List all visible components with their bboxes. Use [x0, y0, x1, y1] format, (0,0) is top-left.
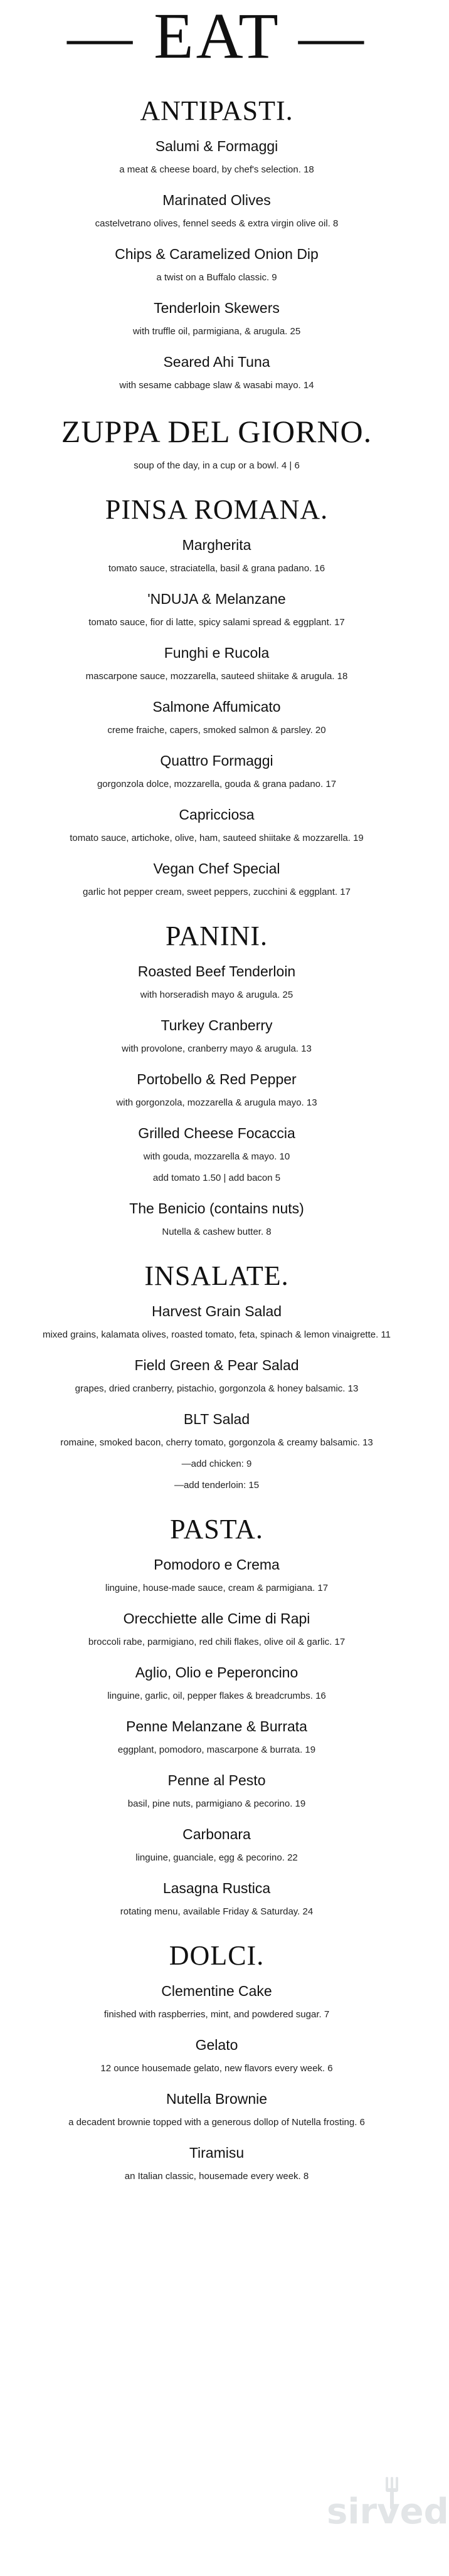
menu-sections	[0, 94, 433, 2183]
menu-section	[0, 493, 433, 899]
menu-item-description: an Italian classic, housemade every week. 8	[124, 2171, 309, 2182]
menu-item-name: Roasted Beef Tenderloin	[137, 963, 296, 979]
menu-item	[0, 1356, 433, 1396]
menu-item-description: castelvetrano olives, fennel seeds & extra virgin olive oil. 8	[95, 218, 339, 229]
section-title: DOLCI.	[169, 1940, 265, 1971]
menu-item-name: Harvest Grain Salad	[151, 1303, 282, 1319]
menu-item-name: Vegan Chef Special	[153, 860, 280, 877]
menu-item-name: Gelato	[195, 2037, 238, 2053]
menu-item-addon: —add tenderloin: 15	[174, 1480, 260, 1491]
menu-item-description: rotating menu, available Friday & Saturday. 24	[120, 1906, 314, 1917]
menu-item-description: soup of the day, in a cup or a bowl. 4 | 6	[134, 460, 300, 471]
section-title: PASTA.	[170, 1514, 263, 1544]
menu-item-description: linguine, garlic, oil, pepper flakes & breadcrumbs. 16	[107, 1691, 326, 1701]
menu-item	[0, 1663, 433, 1703]
menu-item-name: Margherita	[182, 537, 251, 553]
menu-item	[0, 1124, 433, 1185]
menu-item-name: Marinated Olives	[162, 192, 271, 208]
menu-item-name: Aglio, Olio e Peperoncino	[135, 1664, 298, 1681]
menu-item-description: with horseradish mayo & arugula. 25	[140, 990, 293, 1000]
menu-item-description: basil, pine nuts, parmigiano & pecorino. 19	[127, 1798, 306, 1809]
menu-item	[0, 2035, 433, 2076]
menu-item-name: Capricciosa	[179, 806, 255, 823]
watermark-text: sirved	[327, 2491, 449, 2532]
menu-item-description: mixed grains, kalamata olives, roasted tomato, feta, spinach & lemon vinaigrette. 11	[42, 1329, 391, 1340]
menu-item-name: Chips & Caramelized Onion Dip	[115, 246, 319, 262]
menu-item	[0, 859, 433, 899]
menu-item	[0, 643, 433, 684]
menu-item-addon: add tomato 1.50 | add bacon 5	[152, 1173, 281, 1183]
menu-item	[0, 1879, 433, 1919]
menu-item	[0, 1982, 433, 2022]
menu-section	[0, 94, 433, 393]
menu-item-description: 12 ounce housemade gelato, new flavors every week. 6	[100, 2063, 333, 2074]
section-title: PANINI.	[165, 921, 268, 951]
menu-item-description: creme fraiche, capers, smoked salmon & parsley. 20	[107, 725, 326, 736]
menu-item-name: Grilled Cheese Focaccia	[138, 1125, 295, 1141]
menu-item-name: Carbonara	[182, 1826, 251, 1842]
menu-item	[0, 2089, 433, 2130]
menu-item-description: with truffle oil, parmigiana, & arugula. 25	[132, 326, 301, 337]
menu-item-name: Quattro Formaggi	[160, 752, 273, 769]
menu-item-description: a twist on a Buffalo classic. 9	[156, 272, 277, 283]
menu-item	[0, 1016, 433, 1056]
menu-item-description: with gouda, mozzarella & mayo. 10	[143, 1151, 290, 1162]
menu-item-description: a meat & cheese board, by chef's selection. 18	[119, 164, 314, 175]
menu-item	[0, 1302, 433, 1342]
menu-item	[0, 1717, 433, 1757]
menu-item	[0, 536, 433, 576]
menu-item	[0, 1199, 433, 1239]
menu-item	[0, 589, 433, 630]
section-title: ZUPPA DEL GIORNO.	[61, 414, 372, 449]
menu-item-description: with gorgonzola, mozzarella & arugula mayo. 13	[116, 1097, 317, 1108]
menu-item	[0, 191, 433, 231]
menu-item-description: eggplant, pomodoro, mascarpone & burrata. 19	[117, 1745, 316, 1755]
menu-section	[0, 1259, 433, 1492]
menu-item-addon: —add chicken: 9	[181, 1459, 252, 1469]
menu-item-name: Penne al Pesto	[167, 1772, 266, 1788]
menu-item-description: linguine, house-made sauce, cream & parmigiana. 17	[105, 1583, 329, 1593]
menu-item	[0, 697, 433, 737]
menu-item-description: tomato sauce, straciatella, basil & grana padano. 16	[108, 563, 325, 574]
menu-item-description: mascarpone sauce, mozzarella, sauteed shiitake & arugula. 18	[85, 671, 348, 682]
menu-item-name: Clementine Cake	[161, 1983, 272, 1999]
menu-item-name: Portobello & Red Pepper	[137, 1071, 297, 1087]
menu-item	[0, 1825, 433, 1865]
menu-item	[0, 352, 433, 393]
page-title: — EAT —	[67, 0, 366, 72]
menu-item-name: Turkey Cranberry	[161, 1017, 273, 1033]
menu-item-description: with provolone, cranberry mayo & arugula. 13	[122, 1043, 312, 1054]
menu-item	[0, 751, 433, 791]
menu-item-name: The Benicio (contains nuts)	[129, 1200, 304, 1217]
menu-item-name: Pomodoro e Crema	[154, 1556, 280, 1573]
menu-item	[0, 137, 433, 177]
menu-item	[0, 962, 433, 1002]
section-title: PINSA ROMANA.	[105, 494, 329, 525]
menu-section	[0, 1512, 433, 1919]
menu-item-name: Seared Ahi Tuna	[163, 354, 270, 370]
menu-item-name: Penne Melanzane & Burrata	[126, 1718, 307, 1734]
menu-section	[0, 1939, 433, 2183]
menu-item	[0, 1070, 433, 1110]
menu-item	[0, 298, 433, 339]
menu-item-name: BLT Salad	[183, 1411, 250, 1427]
menu-item	[0, 1410, 433, 1492]
menu-item-name: Orecchiette alle Cime di Rapi	[123, 1610, 310, 1627]
menu-item-name: Tiramisu	[189, 2145, 245, 2161]
menu-item-name: Funghi e Rucola	[164, 645, 270, 661]
menu-item	[0, 1555, 433, 1595]
menu-item-description: finished with raspberries, mint, and powdered sugar. 7	[103, 2009, 330, 2020]
menu-item-name: Salumi & Formaggi	[155, 138, 278, 154]
menu-item-name: Salmone Affumicato	[152, 699, 281, 715]
section-title: ANTIPASTI.	[140, 95, 293, 126]
menu-item-description: a decadent brownie topped with a generous dollop of Nutella frosting. 6	[68, 2117, 365, 2128]
menu-item-description: grapes, dried cranberry, pistachio, gorgonzola & honey balsamic. 13	[75, 1383, 359, 1394]
menu-section	[0, 413, 433, 473]
menu-item	[0, 459, 433, 473]
menu-section	[0, 919, 433, 1239]
menu-item	[0, 1771, 433, 1811]
menu-item	[0, 2143, 433, 2183]
section-title: INSALATE.	[144, 1260, 289, 1291]
menu-item-description: garlic hot pepper cream, sweet peppers, zucchini & eggplant. 17	[83, 887, 351, 897]
menu-item-description: romaine, smoked bacon, cherry tomato, gorgonzola & creamy balsamic. 13	[60, 1437, 373, 1448]
menu-item-description: gorgonzola dolce, mozzarella, gouda & grana padano. 17	[97, 779, 337, 789]
menu-item	[0, 1609, 433, 1649]
menu-item-description: tomato sauce, artichoke, olive, ham, sauteed shiitake & mozzarella. 19	[70, 833, 364, 843]
menu-item-description: tomato sauce, fior di latte, spicy salami spread & eggplant. 17	[88, 617, 345, 628]
menu-item-description: Nutella & cashew butter. 8	[162, 1227, 272, 1237]
menu-item-description: linguine, guanciale, egg & pecorino. 22	[135, 1852, 298, 1863]
menu-item-name: 'NDUJA & Melanzane	[147, 591, 286, 607]
menu-item	[0, 805, 433, 845]
menu-item-name: Nutella Brownie	[166, 2091, 268, 2107]
menu-item-name: Field Green & Pear Salad	[134, 1357, 299, 1373]
menu-item-description: broccoli rabe, parmigiano, red chili flakes, olive oil & garlic. 17	[88, 1637, 346, 1647]
menu-item-name: Tenderloin Skewers	[154, 300, 280, 316]
menu-item-description: with sesame cabbage slaw & wasabi mayo. 14	[119, 380, 314, 391]
menu-item-name: Lasagna Rustica	[162, 1880, 271, 1896]
menu-item	[0, 245, 433, 285]
watermark-logo	[312, 2476, 449, 2532]
